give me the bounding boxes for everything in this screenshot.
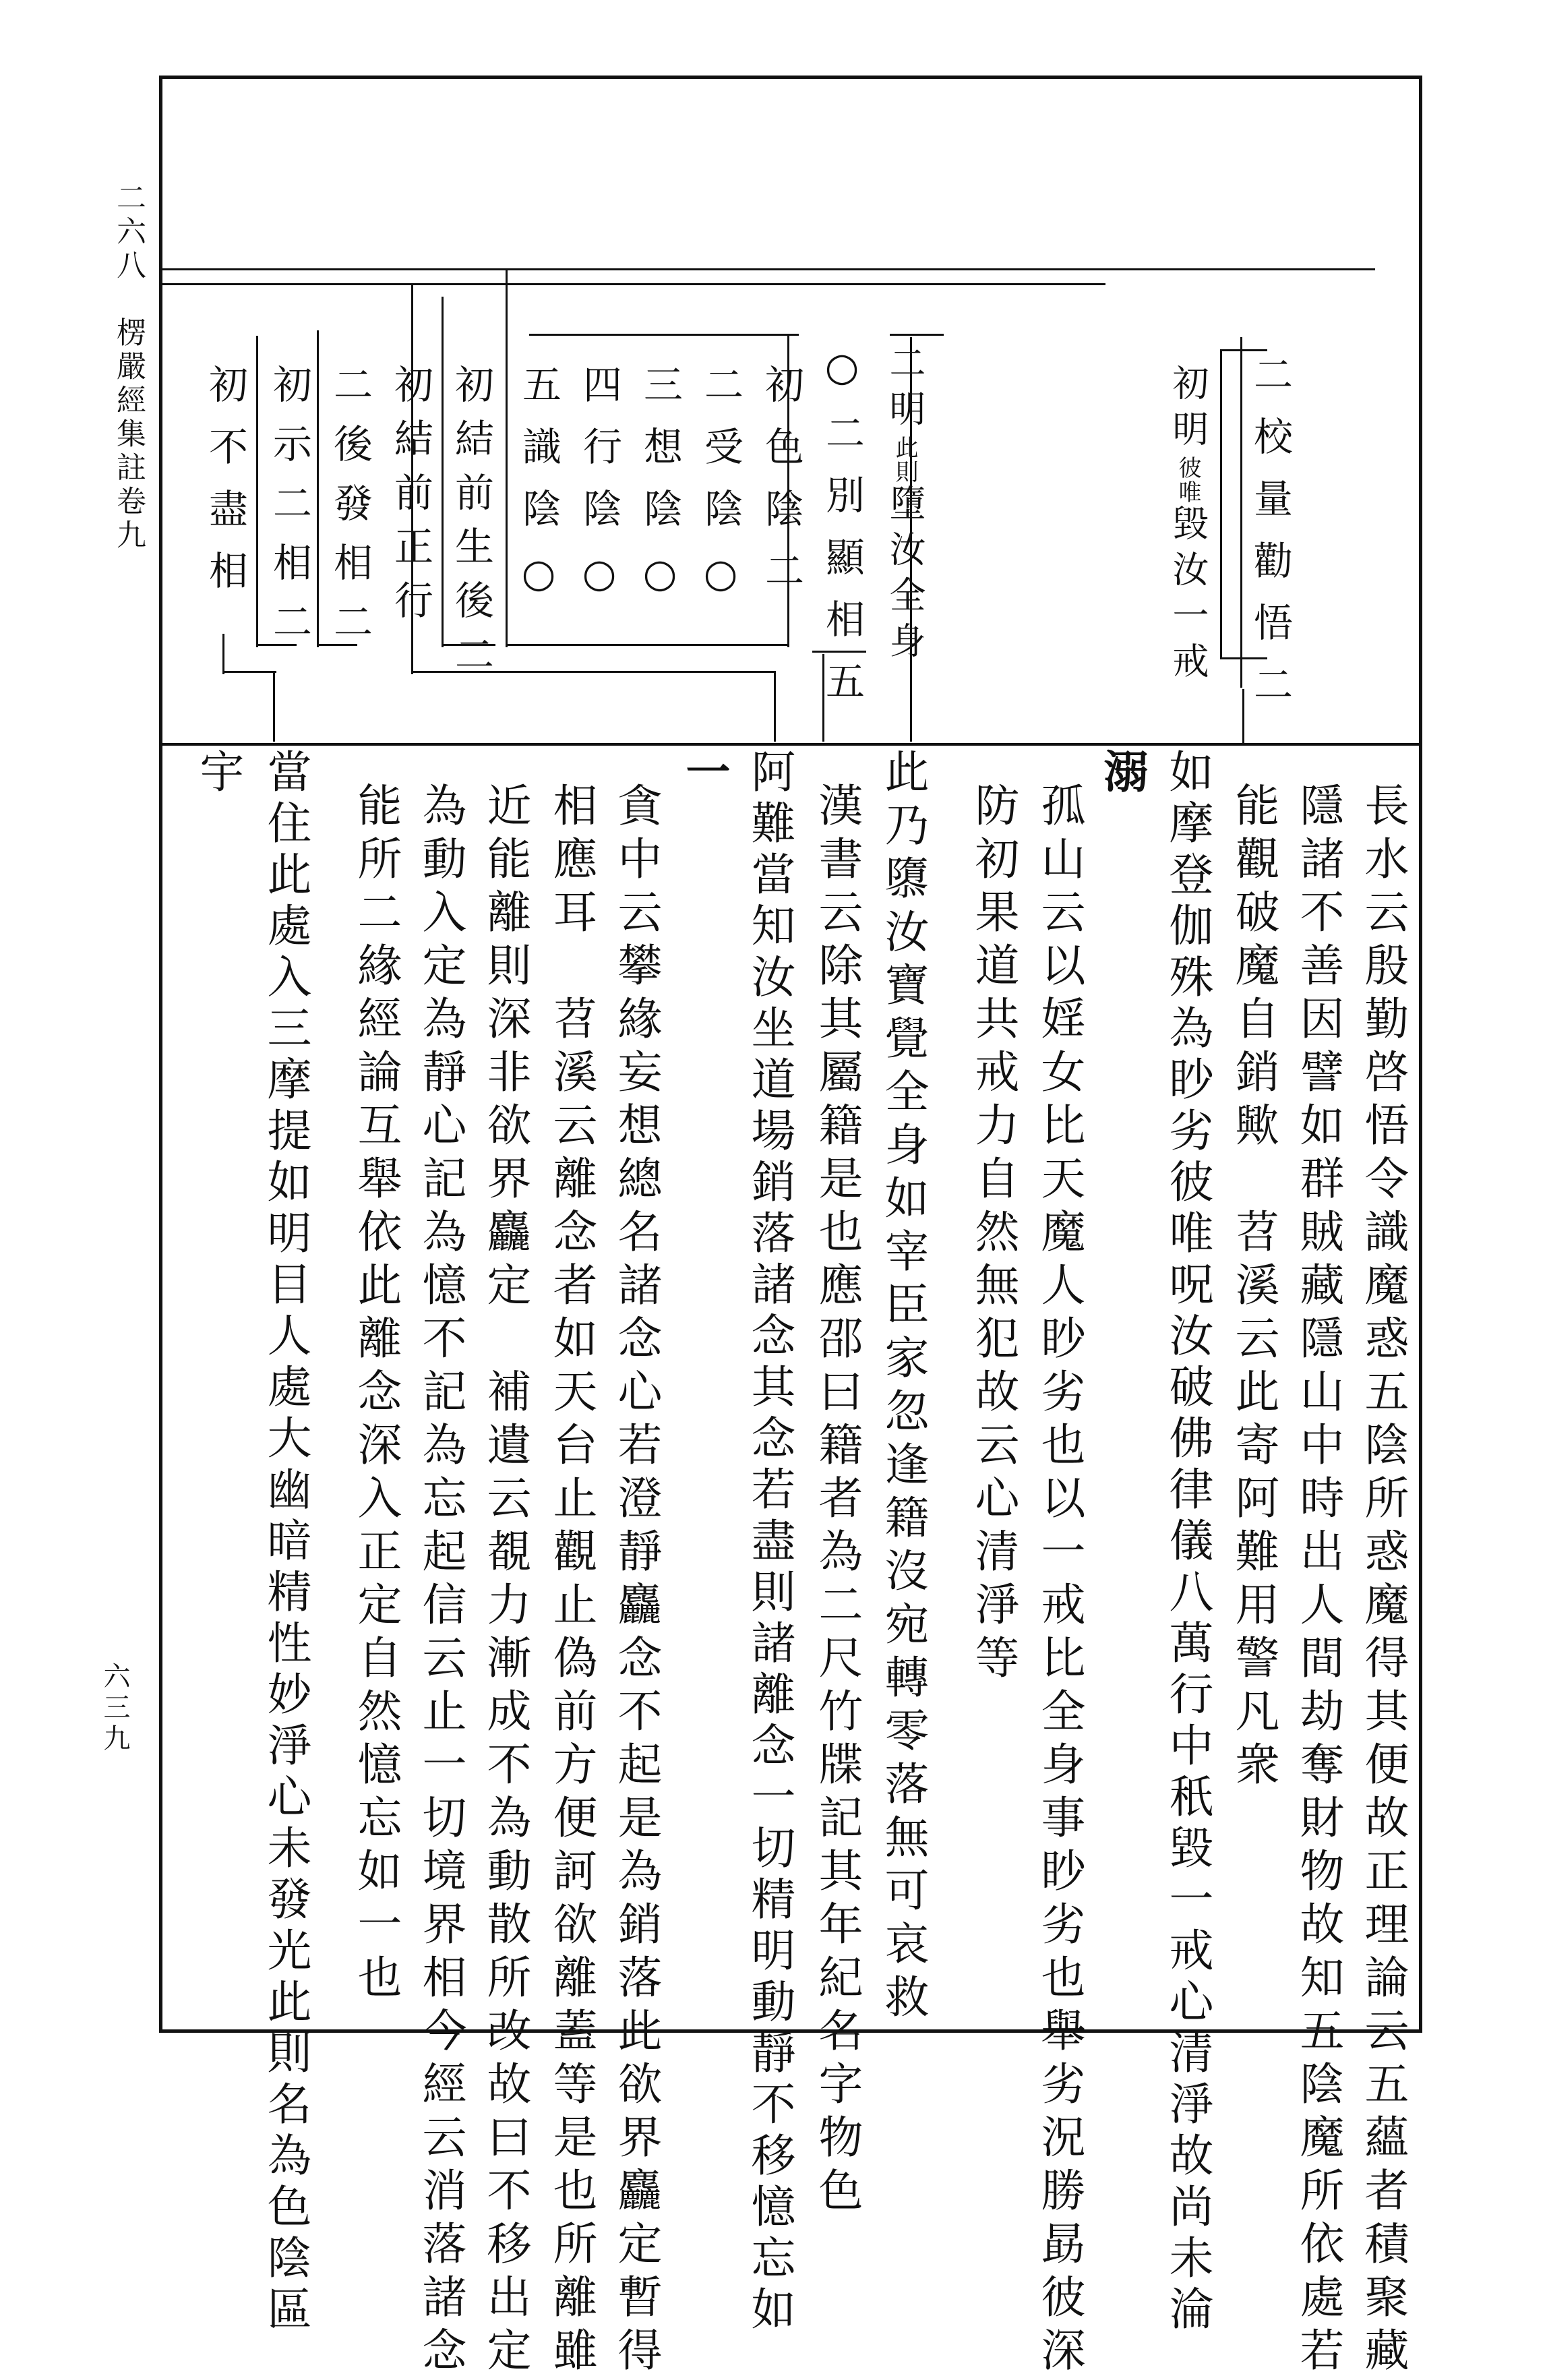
- text-column: 防初果道共戒力自然無犯故云心清淨等: [967, 782, 1019, 1688]
- tree-line: [890, 334, 944, 336]
- outline-node: 二後發相二: [327, 364, 373, 661]
- text-column: 當住此處入三摩提如明目人處大幽暗精性妙淨心未發光此則名為色陰區: [260, 748, 311, 2337]
- text-column: 溺: [1096, 748, 1149, 802]
- outline-node: 初結前生後二: [448, 364, 494, 688]
- tree-line: [162, 283, 1105, 285]
- text-column: 漢書云除其屬籍是也應邵曰籍者為二尺竹牒記其年紀名字物色: [811, 782, 863, 2220]
- tree-line: [1220, 349, 1267, 351]
- text-column: 阿難當知汝坐道場銷落諸念其念若盡則諸離念一切精明動靜不移憶忘如: [744, 748, 795, 2337]
- page-number: 六三九: [99, 1662, 130, 1755]
- tree-line: [529, 334, 799, 336]
- outline-node: 三想陰○: [637, 364, 683, 619]
- outline-node: 二校量勸悟二: [1247, 354, 1293, 726]
- tree-line: [222, 634, 224, 674]
- text-column: 為動入定為靜心記為憶不記為忘起信云止一切境界相今經云消落諸念: [415, 782, 466, 2380]
- running-header: 二六八 楞嚴經集註卷九: [111, 182, 146, 553]
- tree-line: [506, 270, 508, 647]
- tree-line: [256, 336, 258, 647]
- text-column: 能所二緣經論互舉依此離念深入正定自然憶忘如一也: [350, 782, 402, 2007]
- text-column: 宇: [192, 748, 244, 802]
- text-column: 能觀破魔自銷歟 苕溪云此寄阿難用警凡衆: [1227, 782, 1279, 1794]
- tree-line: [273, 671, 275, 742]
- outline-node: 初不盡相: [202, 364, 248, 612]
- text-column: 長水云殷勤啓悟令識魔惑五陰所惑魔得其便故正理論云五蘊者積聚藏: [1357, 782, 1409, 2380]
- tree-line: [1240, 337, 1242, 688]
- text-column: 此乃隳汝寶覺全身如宰臣家忽逢籍沒宛轉零落無可哀救: [877, 748, 929, 2027]
- tree-line: [774, 671, 776, 742]
- tree-line: [506, 644, 789, 646]
- text-column: 孤山云以婬女比天魔人眇劣也以一戒比全身事眇劣也舉劣況勝勗彼深: [1033, 782, 1085, 2380]
- outline-node: 二受陰○: [698, 364, 744, 619]
- section-divider: [159, 743, 1422, 746]
- text-column: 貪中云攀緣妄想總名諸念心若澄靜麤念不起是為銷落此欲界麤定暫得: [610, 782, 662, 2380]
- tree-line: [222, 671, 276, 673]
- text-column: 相應耳 苕溪云離念者如天台止觀止偽前方便訶欲離蓋等是也所離雖: [545, 782, 597, 2380]
- tree-line: [162, 268, 1375, 270]
- outline-node: 五識陰○: [516, 364, 562, 619]
- outline-node: 二明此則墮汝全身: [884, 344, 926, 667]
- outline-node: 初結前正行: [388, 364, 433, 634]
- tree-line: [1242, 689, 1244, 743]
- text-column: 如摩登伽殊為眇劣彼唯呪汝破佛律儀八萬行中秖毀一戒心清淨故尚未淪: [1161, 748, 1213, 2337]
- outline-node: 初示二相二: [266, 364, 312, 661]
- tree-line: [1220, 349, 1222, 659]
- outline-node: 初明彼唯毀汝一戒: [1167, 364, 1209, 688]
- outline-node: 四行陰○: [576, 364, 622, 619]
- tree-line: [317, 330, 319, 647]
- text-column: 近能離則深非欲界麤定 補遺云覩力漸成不為動散所改故曰不移出定: [479, 782, 531, 2380]
- text-column: 一: [678, 748, 731, 802]
- tree-line: [442, 297, 444, 647]
- outline-node: ○二別顯相五: [819, 344, 865, 723]
- text-column: 隱諸不善因譬如群賊藏隱山中時出人間劫奪財物故知五陰魔所依處若: [1292, 782, 1344, 2380]
- outline-node: 初色陰二: [758, 364, 804, 612]
